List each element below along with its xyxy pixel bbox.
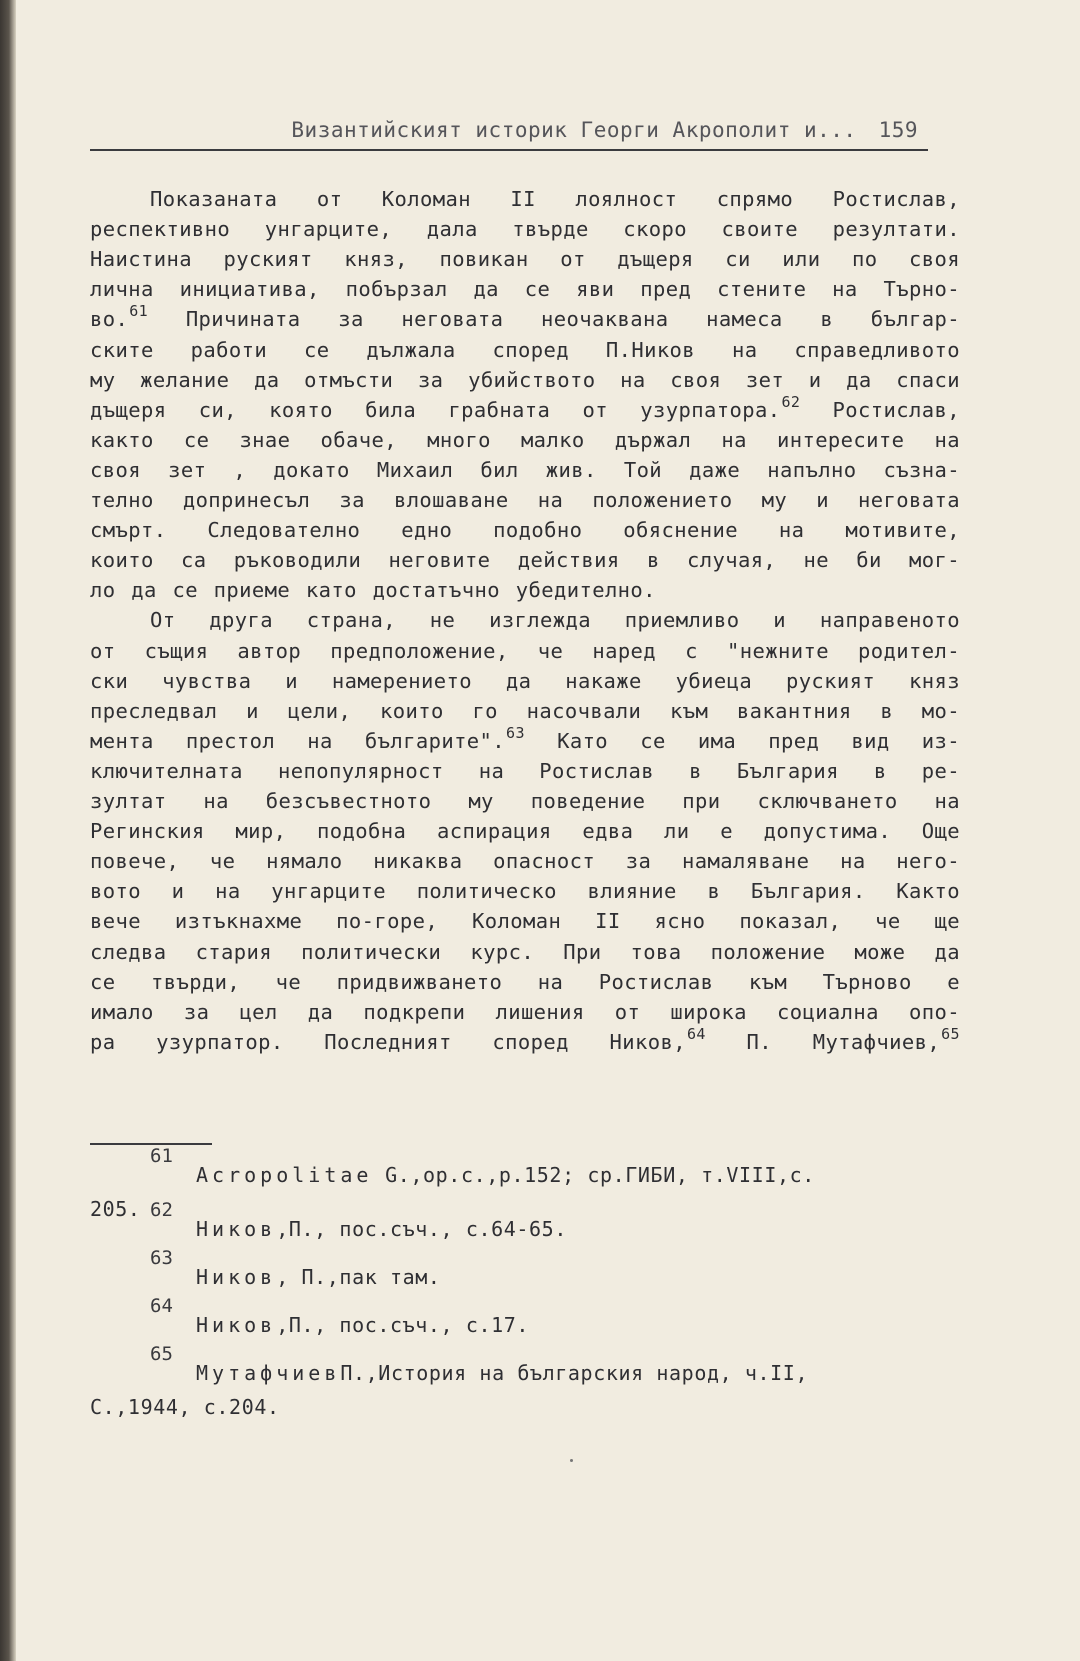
body-line [90,517,960,543]
body-line [90,999,960,1025]
footnote-number: 65 [150,1343,173,1365]
body-line [90,668,960,694]
footnote [196,1313,1080,1337]
body-line [90,276,960,302]
body-line [150,607,960,633]
line-text: смърт. Следователно едно подобно обяснение на мотивите, [90,518,960,543]
footnote-author: Ников [196,1313,277,1337]
body-line [90,367,960,393]
footnote-author: Ников [196,1265,277,1289]
footnote [196,1163,1080,1187]
line-text: ра узурпатор. Последният според Ников, [90,1029,686,1054]
footnote [196,1217,1080,1241]
line-text: телно допринесъл за влошаване на положението му и неговата [90,488,960,512]
body-line [150,186,960,212]
running-header [90,118,930,142]
footnote-ref: 65 [941,1024,960,1043]
footnote-text: ,П., пос.съч., с.64-65. [276,1217,567,1241]
line-text: вече изтъкнахме по-горе, Коломан II ясно показал, че ще [90,909,960,934]
footnote [196,1265,1080,1289]
body-line [90,302,960,334]
line-text: които са ръководили неговите действия в случая, не би мог- [90,548,960,573]
footnote-ref: 61 [129,302,149,321]
body-line [90,457,960,483]
line-text: респективно унгарците, дала твърде скоро своите резултати. [90,217,960,242]
line-text: лична инициатива, побързал да се яви пред стените на Търно- [90,277,960,302]
footnote-author: Acropolitae [196,1163,373,1187]
body-line [90,487,960,513]
line-text: своя зет , докато Михаил бил жив. Той даже напълно съзна- [90,457,960,482]
footnote-ref: 64 [686,1024,706,1043]
line-text: мента престол на българите". [90,728,506,753]
body-line [90,337,960,363]
book-spine-shadow [0,0,16,1661]
line-text: во. [90,307,129,332]
line-text: ло да се приеме като достатъчно убедително. [90,578,656,603]
body-line [90,427,960,453]
footnote-ref: 62 [781,392,801,411]
page-number: 159 [878,118,918,142]
footnote [196,1361,1080,1385]
print-speck [570,1459,573,1462]
body-line [90,758,960,784]
line-text: От друга страна, не изглежда приемливо и направеното [150,608,960,633]
running-title: Византийският историк Георги Акрополит и... [291,118,857,142]
line-text: от същия автор предположение, че наред с "нежните родител- [90,638,960,663]
line-text: П. Мутафчиев, [705,1029,941,1054]
body-line [90,638,960,664]
line-text: Причината за неговата неочаквана намеса в българ- [148,307,960,332]
body-line [90,818,960,844]
line-text: Показаната от Коломан II лоялност спрямо Ростислав, [150,187,961,211]
line-text: Като се има пред вид из- [524,728,960,753]
header-rule [90,149,928,151]
footnote-number: 64 [150,1295,173,1317]
footnote-ref: 63 [506,723,525,742]
line-text: му желание да отмъсти за убийството на своя зет и да спаси [90,367,960,392]
footnote-author: Мутафчиев [196,1361,341,1385]
footnote-number: 63 [150,1247,173,1269]
footnote-text: , П.,пак там. [276,1265,441,1289]
line-text: ключителната непопулярност на Ростислав в България в ре- [90,758,960,783]
line-text: повече, че нямало никаква опасност за намаляване на него- [90,849,960,874]
line-text: следва стария политически курс. При това положение може да [90,939,960,964]
body-line [90,939,960,965]
footnote-number: 62 [150,1199,173,1221]
body-line [90,788,960,814]
line-text: се твърди, че придвижването на Ростислав към Търново е [90,969,960,994]
body-line [90,969,960,995]
footnote-text: П.,История на българския народ, ч.II, [340,1361,809,1385]
body-line [90,246,960,272]
line-text: Регинския мир, подобна аспирация едва ли е допустима. Още [90,819,960,844]
body-line [90,216,960,242]
footnote-continuation: С.,1944, с.204. [90,1395,280,1419]
body-line [90,1024,960,1057]
footnote-text: G.,op.c.,p.152; ср.ГИБИ, т.VIII,с. [372,1163,815,1187]
line-text: имало за цел да подкрепи лишения от широка социална опо- [90,999,960,1024]
footnote-continuation: 205. [90,1197,141,1221]
body-line [90,547,960,573]
line-text: зултат на безсъвестното му поведение при сключването на [90,789,960,813]
body-line [90,723,960,756]
body-line [90,848,960,874]
body-line [90,878,960,904]
line-text: Ростислав, [800,397,960,422]
line-text: вото и на унгарците политическо влияние в България. Както [90,879,960,904]
body-line [90,392,960,425]
footnote-author: Ников [196,1217,277,1241]
body-line [90,577,960,603]
line-text: ски чувства и намерението да накаже убиеца руският княз [90,668,960,693]
line-text: както се знае обаче, много малко държал на интересите на [90,427,960,452]
body-line [90,908,960,934]
line-text: дъщеря си, която била грабната от узурпатора. [90,397,781,422]
line-text: преследвал и цели, които го насочвали към вакантния в мо- [90,698,960,723]
body-line [90,698,960,724]
footnote-number: 61 [150,1145,173,1167]
line-text: ските работи се дължала според П.Ников на справедливото [90,337,960,362]
footnote-text: ,П., пос.съч., с.17. [276,1313,530,1337]
line-text: Наистина руският княз, повикан от дъщеря си или по своя [90,247,960,272]
